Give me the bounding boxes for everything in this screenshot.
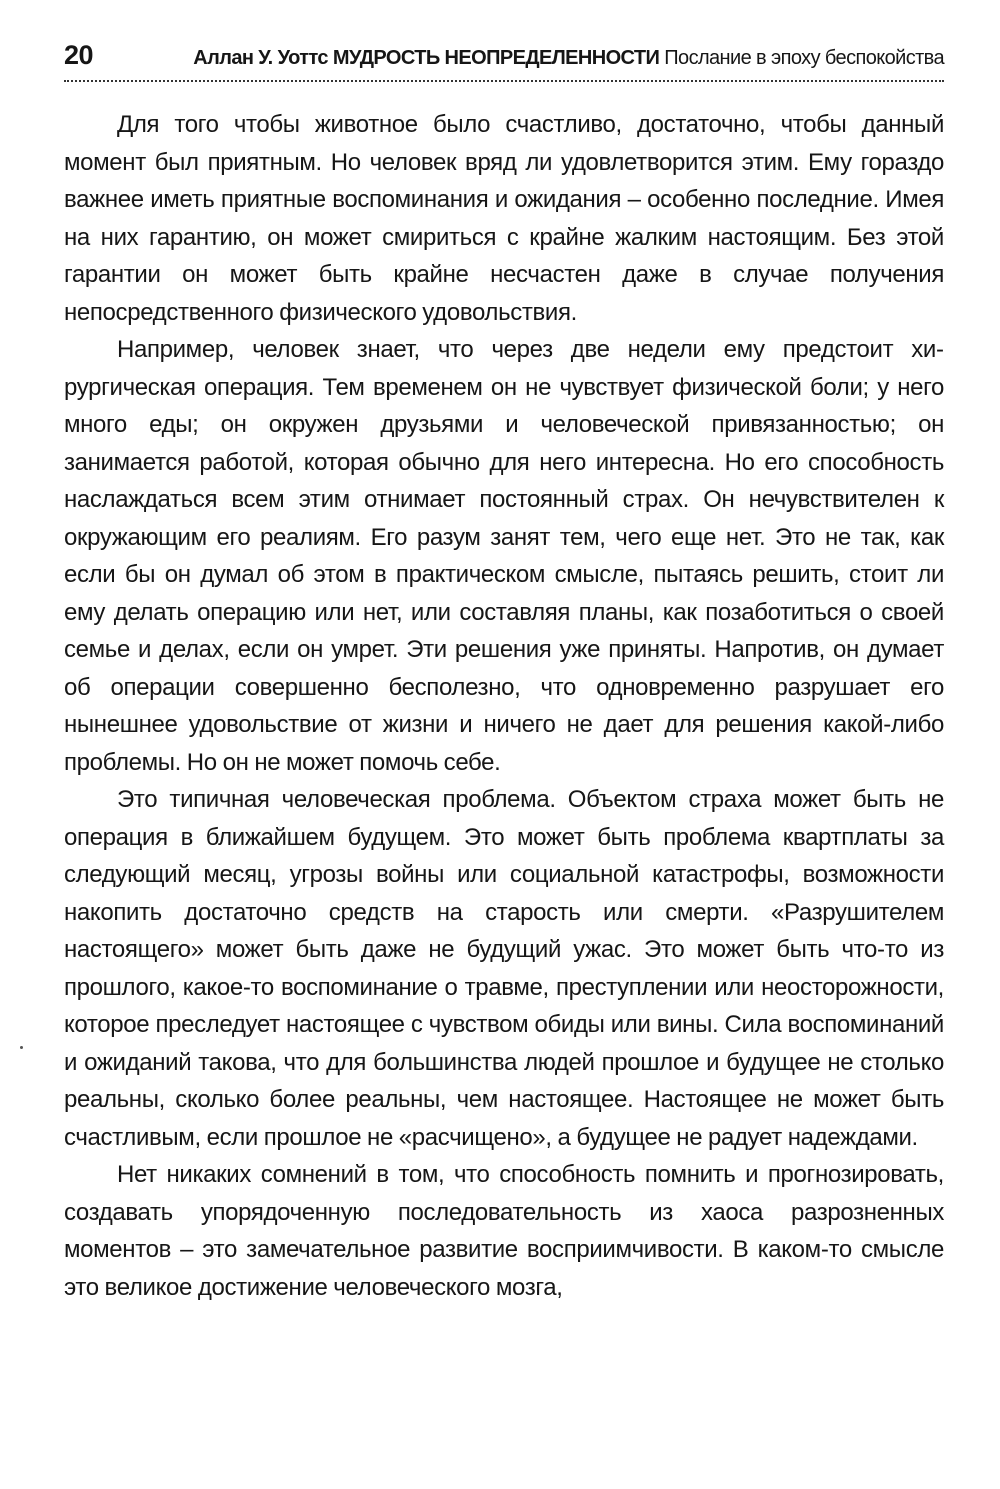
header-book-title: МУДРОСТЬ НЕОПРЕДЕЛЕННОСТИ: [332, 47, 660, 69]
paragraph-4: Нет никаких сомнений в том, что способность помнить и прогнозировать, создавать упорядоченную последовательность из хаоса разрозненных моментов – это замечательное развитие восприимчивости. В каком-то смысле это великое достижение человеческого мозга,: [64, 1161, 944, 1301]
header-author: Аллан У. Уоттс: [193, 47, 328, 69]
paragraph-3: Это типичная человеческая проблема. Объектом страха может быть не операция в ближайшем будущем. Это может быть проблема квартплаты за следующий месяц, угрозы войны или социальной катастрофы, возможности накопить достаточно средств на старость или смерти. «Разрушителем настоящего» может быть даже не будущий ужас. Это может быть что-то из прошлого, какое-то воспоминание о травме, преступлении или неосторожности, которое преследует настоящее с чувством обиды или вины. Сила воспоминаний и ожиданий такова, что для большинства людей прошлое и будущее не столько реальны, сколько более реальны, чем настоящее. Настоящее не может быть счастливым, если прошлое не «расчищено», а будущее не радует надеждами.: [64, 786, 944, 1151]
header-subtitle: Послание в эпоху беспокойства: [664, 47, 944, 69]
paragraph-2: Например, человек знает, что через две недели ему предстоит хирургическая операция. Тем временем он не чувствует физической боли; у него много еды; он окружен друзьями и человеческой привязанностью; он занимается работой, которая обычно для него интересна. Но его способность наслаждаться всем этим отнимает постоянный страх. Он нечувствителен к окружающим его реалиям. Его разум занят тем, чего еще нет. Это не так, как если бы он думал об этом в практическом смысле, пытаясь решить, стоит ли ему делать операцию или нет, или составляя планы, как позаботиться о своей семье и делах, если он умрет. Эти решения уже приняты. Напротив, он думает об операции совершенно бесполезно, что одновременно разрушает его нынешнее удовольствие от жизни и ничего не дает для решения какой-либо проблемы. Но он не может помочь себе.: [64, 336, 944, 776]
header-title: [193, 47, 944, 70]
body-text: [64, 106, 944, 1306]
paragraph-1: Для того чтобы животное было счастливо, достаточно, чтобы данный момент был приятным. Но человек вряд ли удовлетворится этим. Ему гораздо важнее иметь приятные воспоминания и ожидания – особенно последние. Имея на них гарантию, он может смириться с крайне жалким настоящим. Без этой гарантии он может быть крайне несчастен даже в случае получения непосредственного физического удовольствия.: [64, 111, 944, 326]
book-page: [64, 40, 944, 1306]
page-number: 20: [64, 40, 94, 70]
running-header: [64, 40, 944, 82]
scan-speck: [20, 1046, 23, 1049]
